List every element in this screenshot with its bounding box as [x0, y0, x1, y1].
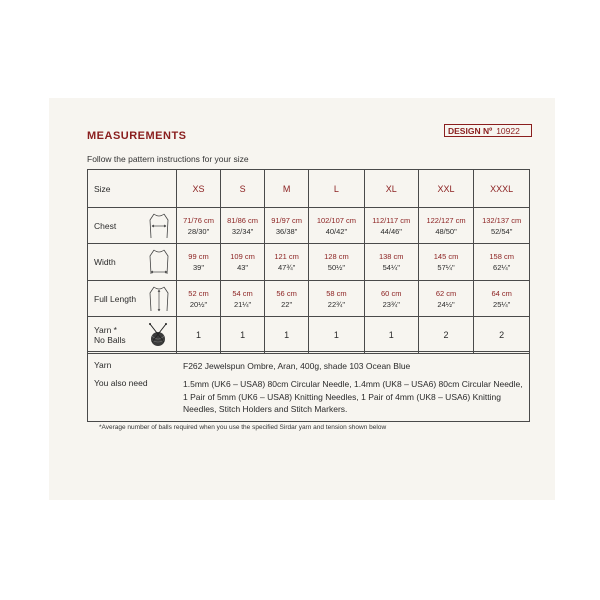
length-label: Full Length: [94, 293, 137, 304]
width-m: 121 cm 47¾": [265, 244, 309, 281]
length-l: 58 cm 22¾": [309, 281, 365, 317]
no-balls-label: No Balls: [94, 335, 126, 345]
width-xxxl: 158 cm 62¼": [474, 244, 530, 281]
yarn-ball-icon: [146, 322, 170, 348]
size-label: Size: [88, 170, 177, 208]
chest-label-cell: [88, 208, 177, 244]
you-also-need-value: 1.5mm (UK6 – USA8) 80cm Circular Needle, 1.4mm (UK8 – USA6) 80cm Circular Needle, 1 Pair of 5mm (UK6 – USA8) Knitting Needles, 1 Pair of 4mm (UK8 – USA6) Knitting Needles, Stitch Holders and Stitch Markers.: [183, 379, 523, 414]
width-xs: 99 cm 39": [177, 244, 221, 281]
yarn-value: F262 Jewelspun Ombre, Aran, 400g, shade 103 Ocean Blue: [183, 361, 411, 371]
design-number: 10922: [496, 125, 520, 136]
length-xxl: 62 cm 24½": [418, 281, 474, 317]
chest-s: 81/86 cm 32/34": [221, 208, 265, 244]
balls-xl: 1: [364, 317, 418, 354]
chest-xs: 71/76 cm 28/30": [177, 208, 221, 244]
width-l: 128 cm 50½": [309, 244, 365, 281]
chest-m: 91/97 cm 36/38": [265, 208, 309, 244]
size-s: S: [221, 170, 265, 208]
length-diagram-icon: [148, 285, 170, 313]
width-s: 109 cm 43": [221, 244, 265, 281]
yarn-label: Yarn: [94, 360, 112, 370]
chest-row: [88, 208, 530, 244]
balls-row: [88, 317, 530, 354]
length-m: 56 cm 22": [265, 281, 309, 317]
size-xxl: XXL: [418, 170, 474, 208]
design-number-box: [444, 124, 532, 137]
balls-label-cell: [88, 317, 177, 354]
width-row: [88, 244, 530, 281]
width-xl: 138 cm 54¼": [364, 244, 418, 281]
balls-xs: 1: [177, 317, 221, 354]
chest-xxl: 122/127 cm 48/50": [418, 208, 474, 244]
length-row: [88, 281, 530, 317]
footnote: *Average number of balls required when you use the specified Sirdar yarn and tension shown below: [99, 424, 387, 431]
balls-m: 1: [265, 317, 309, 354]
length-s: 54 cm 21¼": [221, 281, 265, 317]
instructions-text: Follow the pattern instructions for your size: [87, 154, 249, 164]
chest-xl: 112/117 cm 44/46": [364, 208, 418, 244]
balls-s: 1: [221, 317, 265, 354]
chest-diagram-icon: [148, 212, 170, 240]
size-xxxl: XXXL: [474, 170, 530, 208]
chest-l: 102/107 cm 40/42": [309, 208, 365, 244]
section-title: MEASUREMENTS: [87, 130, 187, 142]
length-xl: 60 cm 23¾": [364, 281, 418, 317]
design-label: DESIGN Nº: [448, 125, 493, 136]
chest-xxxl: 132/137 cm 52/54": [474, 208, 530, 244]
yarn-info-block: [87, 351, 530, 422]
length-xs: 52 cm 20½": [177, 281, 221, 317]
width-label: Width: [94, 257, 116, 267]
width-diagram-icon: [148, 248, 170, 276]
yarn-star-label: Yarn *: [94, 325, 117, 335]
length-xxxl: 64 cm 25¼": [474, 281, 530, 317]
size-m: M: [265, 170, 309, 208]
width-label-cell: [88, 244, 177, 281]
measurements-table: [87, 169, 530, 354]
you-also-need-label: You also need: [94, 378, 148, 388]
size-xs: XS: [177, 170, 221, 208]
balls-xxxl: 2: [474, 317, 530, 354]
measurements-card: [49, 98, 555, 500]
chest-label: Chest: [94, 220, 117, 231]
width-xxl: 145 cm 57¼": [418, 244, 474, 281]
size-xl: XL: [364, 170, 418, 208]
balls-l: 1: [309, 317, 365, 354]
balls-xxl: 2: [418, 317, 474, 354]
length-label-cell: [88, 281, 177, 317]
size-l: L: [309, 170, 365, 208]
size-row: [88, 170, 530, 208]
